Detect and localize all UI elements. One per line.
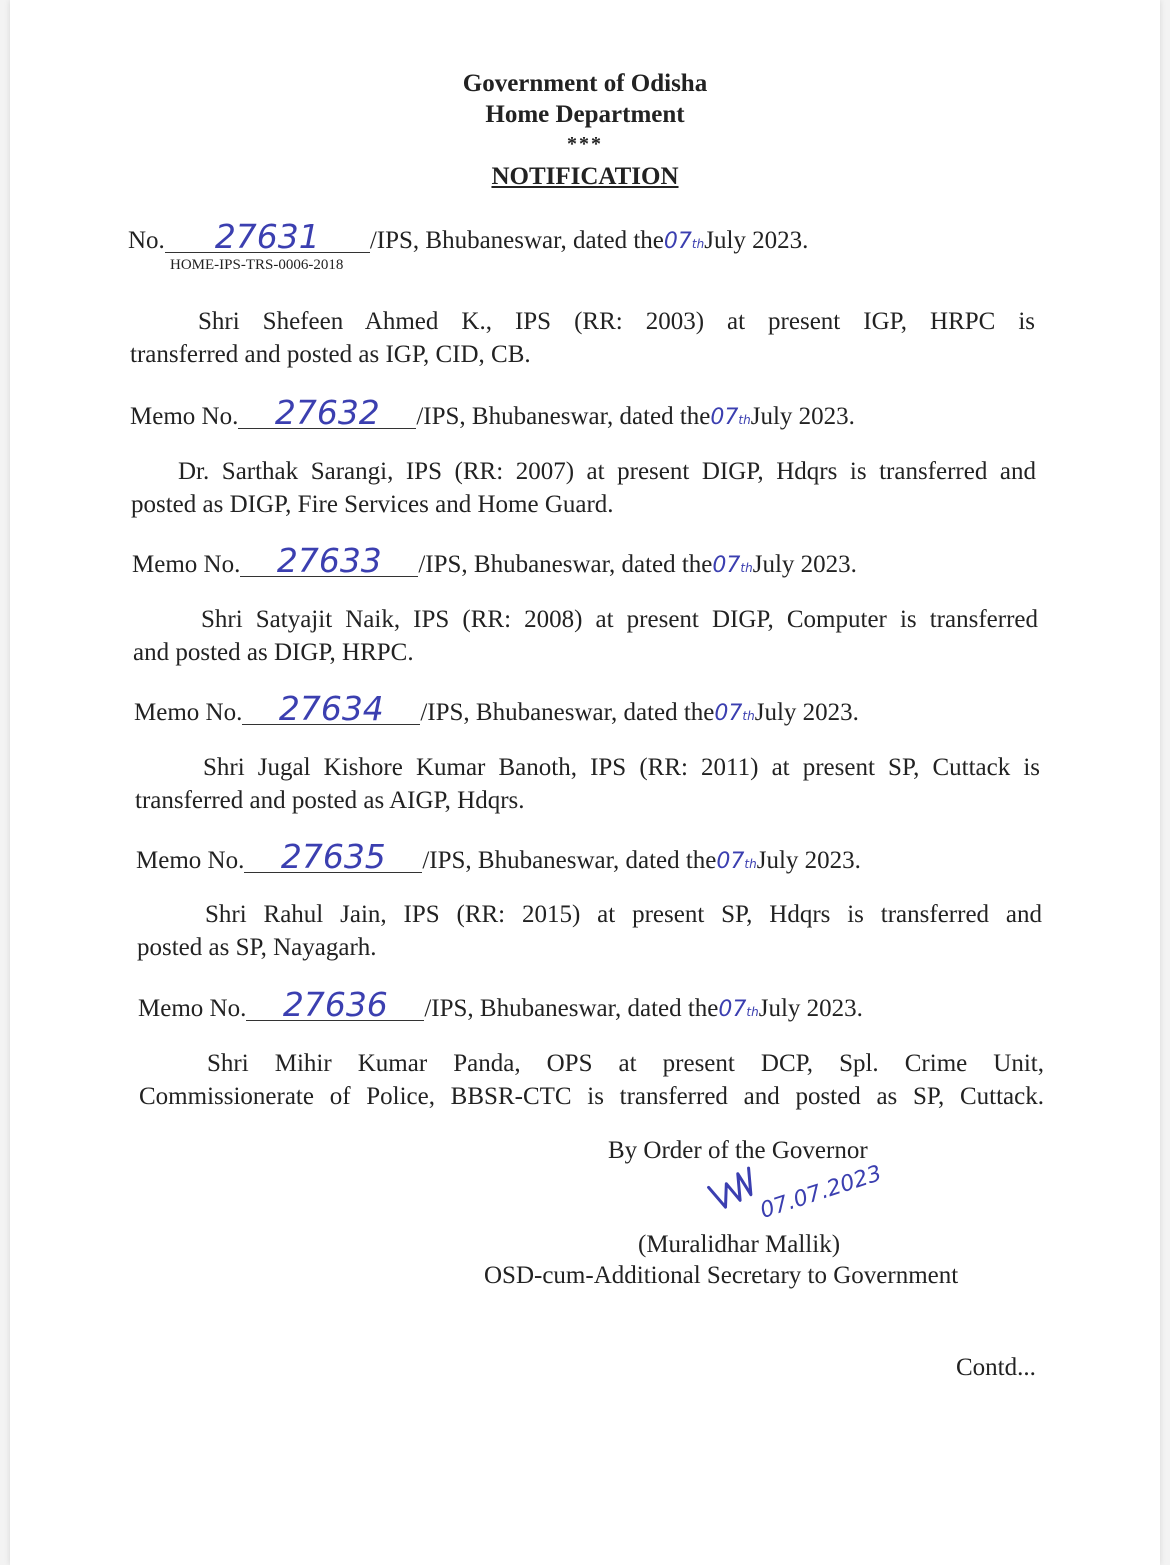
document-page bbox=[10, 0, 1160, 1565]
signature-date: 07.07.2023 bbox=[757, 1161, 885, 1224]
signatory-name: (Muralidhar Mallik) bbox=[638, 1231, 841, 1258]
handwritten-notice-number: 27631 bbox=[165, 222, 370, 253]
memo-paragraph: Shri Satyajit Naik, IPS (RR: 2008) at present DIGP, Computer is transferred and posted as DIGP, HRPC. bbox=[133, 606, 1038, 666]
notification-title: NOTIFICATION bbox=[491, 163, 679, 190]
handwritten-day: 07 bbox=[663, 229, 692, 254]
memo-paragraph: Shri Jugal Kishore Kumar Banoth, IPS (RR: 2011) at present SP, Cuttack is transferred and posted as AIGP, Hdqrs. bbox=[135, 754, 1040, 814]
notice-number-line: No. 27631 /IPS, Bhubaneswar, dated the07thJuly 2023. bbox=[128, 217, 809, 256]
handwritten-memo-number: 27633 bbox=[240, 546, 418, 577]
memo-line: Memo No. 27636 /IPS, Bhubaneswar, dated the07thJuly 2023. bbox=[138, 985, 863, 1024]
handwritten-memo-number: 27632 bbox=[238, 398, 416, 429]
signatory-designation: OSD-cum-Additional Secretary to Government bbox=[484, 1262, 959, 1289]
by-order-line: By Order of the Governor bbox=[608, 1137, 868, 1164]
memo-paragraph: Shri Mihir Kumar Panda, OPS at present DCP, Spl. Crime Unit, Commissionerate of Police, BBSR-CTC is transferred and posted as SP, Cuttack. bbox=[139, 1050, 1044, 1110]
handwritten-memo-number: 27635 bbox=[244, 842, 422, 873]
memo-line: Memo No. 27632 /IPS, Bhubaneswar, dated the07thJuly 2023. bbox=[130, 393, 855, 432]
department-heading: Home Department bbox=[485, 101, 685, 128]
handwritten-memo-number: 27634 bbox=[242, 694, 420, 725]
memo-line: Memo No. 27633 /IPS, Bhubaneswar, dated the07thJuly 2023. bbox=[132, 541, 857, 580]
government-heading: Government of Odisha bbox=[462, 70, 708, 97]
memo-paragraph: Dr. Sarthak Sarangi, IPS (RR: 2007) at present DIGP, Hdqrs is transferred and posted as DIGP, Fire Services and Home Guard. bbox=[131, 458, 1036, 518]
stars-separator: *** bbox=[567, 133, 603, 155]
memo-paragraph: Shri Rahul Jain, IPS (RR: 2015) at present SP, Hdqrs is transferred and posted as SP, Nayagarh. bbox=[137, 901, 1042, 961]
file-reference: HOME-IPS-TRS-0006-2018 bbox=[170, 257, 344, 273]
handwritten-memo-number: 27636 bbox=[246, 990, 424, 1021]
memo-line: Memo No. 27635 /IPS, Bhubaneswar, dated the07thJuly 2023. bbox=[136, 837, 861, 876]
notice-paragraph: Shri Shefeen Ahmed K., IPS (RR: 2003) at present IGP, HRPC is transferred and posted as IGP, CID, CB. bbox=[130, 308, 1035, 368]
contd-marker: Contd... bbox=[956, 1354, 1036, 1381]
memo-line: Memo No. 27634 /IPS, Bhubaneswar, dated the07thJuly 2023. bbox=[134, 689, 859, 728]
